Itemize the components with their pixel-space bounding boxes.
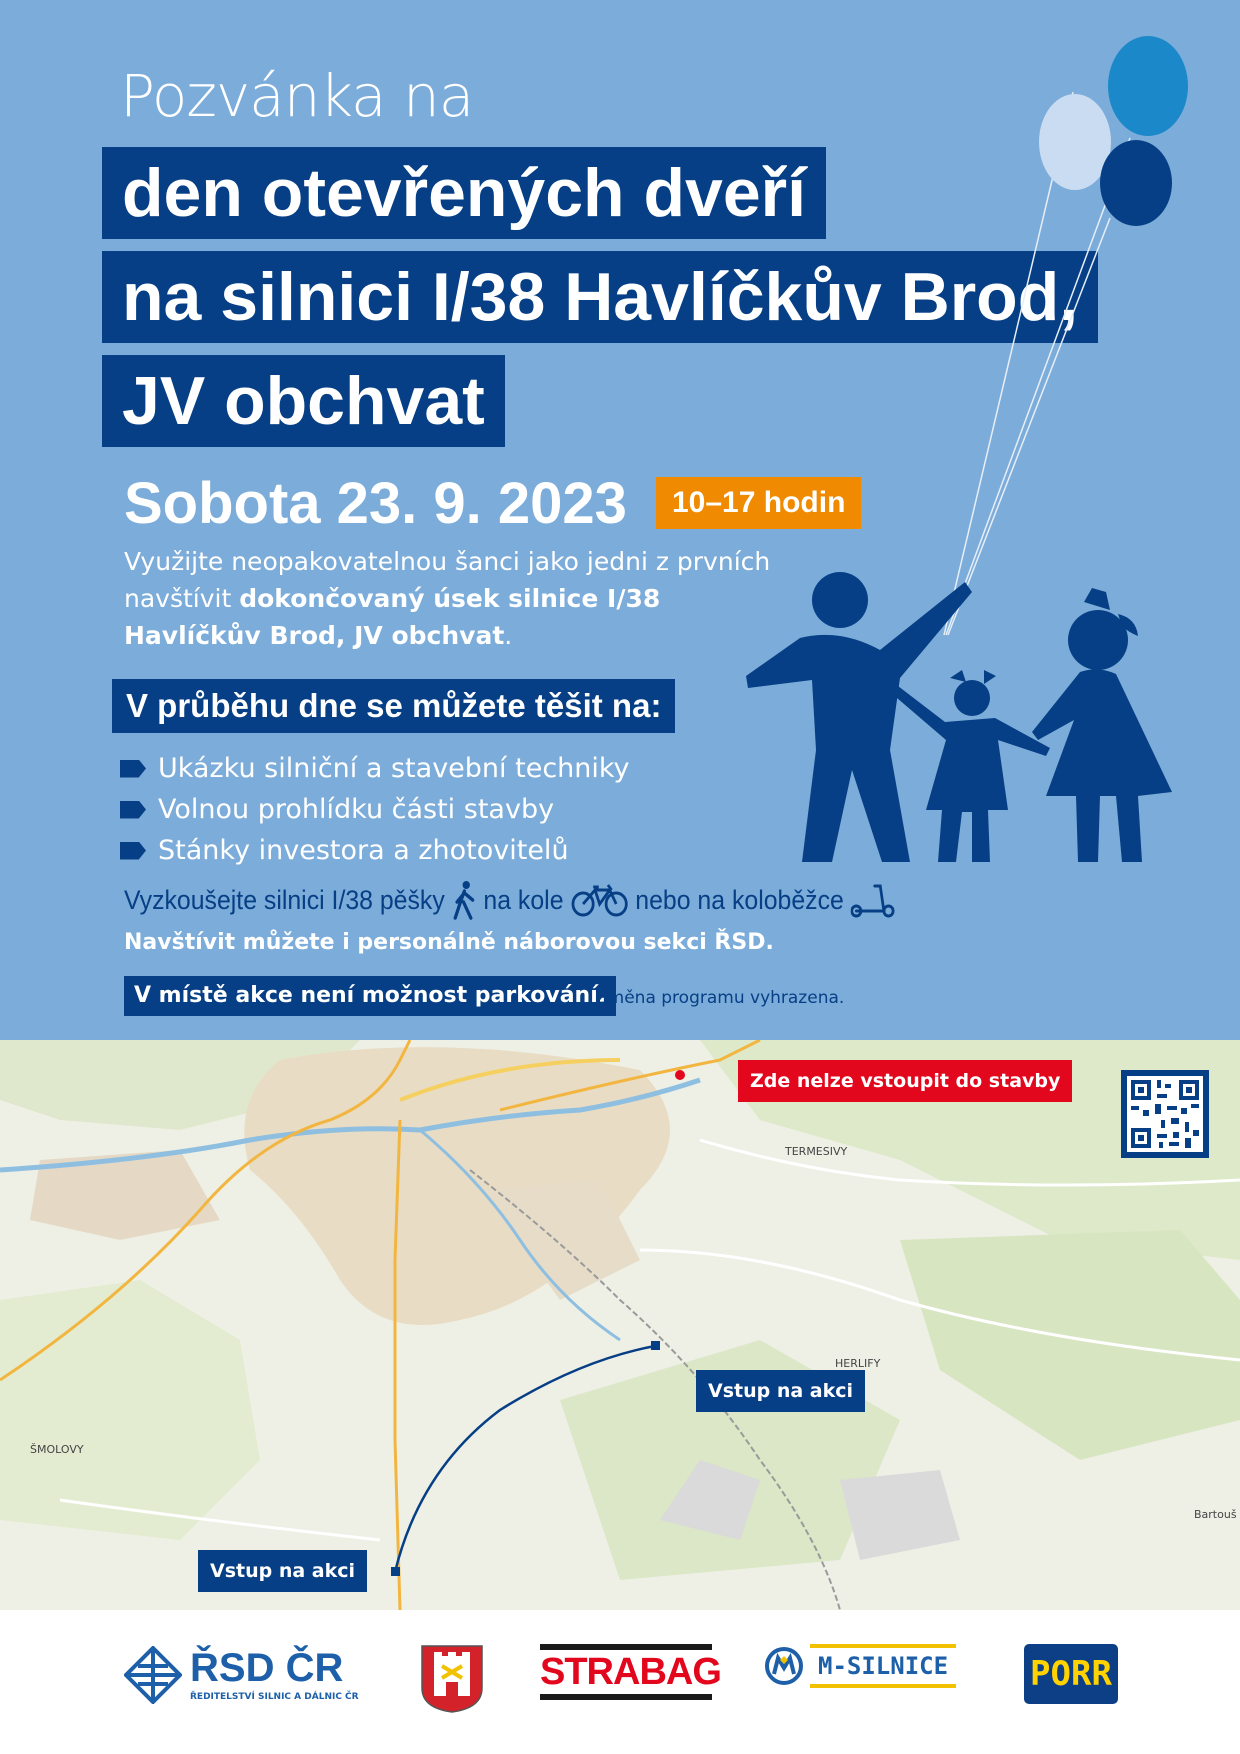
woman-body — [1032, 669, 1172, 862]
intro-text: Pozvánka na — [120, 62, 474, 130]
description-line-1: Využijte neopakovatelnou šanci jako jedni z prvních — [124, 547, 771, 576]
event-date: Sobota 23. 9. 2023 — [124, 471, 627, 536]
balloon-mid — [1108, 36, 1188, 136]
program-heading: V průběhu dne se můžete těšit na: — [112, 679, 675, 733]
description-line-2: navštívit — [124, 584, 240, 613]
arrow-bullet-icon — [120, 801, 146, 819]
program-item — [120, 830, 630, 871]
program-item-label: Volnou prohlídku části stavby — [158, 794, 555, 825]
description-line-3-bold: Havlíčkův Brod, JV obchvat — [124, 621, 505, 650]
rsd-full-name: ŘEDITELSTVÍ SILNIC A DÁLNIC ČR — [190, 1692, 359, 1702]
porr-logo — [1024, 1644, 1118, 1704]
recruitment-note: Navštívit můžete i personálně náborovou sekci ŘSD. — [124, 930, 774, 955]
msilnice-text-box — [810, 1644, 956, 1688]
family-illustration — [740, 570, 1180, 870]
title-line-3: JV obchvat — [102, 355, 505, 447]
event-hours: 10–17 hodin — [656, 477, 861, 529]
qr-code[interactable] — [1121, 1070, 1209, 1158]
msilnice-name: M-SILNICE — [818, 1652, 949, 1680]
rsd-logo — [124, 1646, 359, 1704]
no-entry-marker — [675, 1070, 685, 1080]
map-canvas — [0, 1040, 1240, 1610]
entry-marker-1 — [651, 1341, 660, 1350]
strabag-logo — [540, 1644, 721, 1700]
bicycle-icon — [571, 882, 628, 918]
rsd-text — [190, 1648, 359, 1702]
program-item-label: Stánky investora a zhotovitelů — [158, 835, 569, 866]
try-road-line — [124, 880, 903, 920]
balloons-illustration — [900, 20, 1200, 640]
program-item-label: Ukázku silniční a stavební techniky — [158, 753, 630, 784]
qr-code-icon — [1121, 1070, 1209, 1158]
child-head — [954, 680, 990, 716]
msilnice-emblem-icon — [764, 1646, 804, 1686]
parking-notice: V místě akce není možnost parkování. — [124, 976, 616, 1016]
balloon-light — [1039, 94, 1111, 190]
location-map — [0, 1040, 1240, 1610]
walking-person-icon — [452, 880, 476, 920]
rsd-name: ŘSD ČR — [190, 1646, 344, 1690]
map-place-label: TERMESIVY — [785, 1145, 848, 1158]
coat-of-arms-icon — [420, 1644, 484, 1714]
program-change-note: Změna programu vyhrazena. — [596, 988, 845, 1008]
event-description — [124, 543, 824, 654]
description-line-2-bold: dokončovaný úsek silnice I/38 — [239, 584, 661, 613]
entry-callout-2: Vstup na akci — [198, 1550, 367, 1592]
entry-callout-1: Vstup na akci — [696, 1370, 865, 1412]
msilnice-logo — [764, 1644, 956, 1688]
arrow-bullet-icon — [120, 760, 146, 778]
balloon-dark — [1100, 140, 1172, 226]
program-list — [120, 748, 630, 871]
adult-head — [812, 572, 868, 628]
program-item — [120, 789, 630, 830]
try-text-scooter: nebo na koloběžce — [635, 884, 844, 915]
partner-logos — [0, 1610, 1240, 1754]
entry-marker-2 — [391, 1567, 400, 1576]
map-place-label: Bartouš — [1194, 1508, 1237, 1521]
rsd-emblem-icon — [124, 1646, 182, 1704]
city-coat-of-arms — [420, 1644, 484, 1719]
try-text-walk: Vyzkoušejte silnici I/38 pěšky — [124, 884, 445, 915]
try-text-bike: na kole — [483, 884, 564, 915]
strabag-name: STRABAG — [540, 1651, 721, 1693]
woman-head — [1068, 610, 1128, 670]
arrow-bullet-icon — [120, 842, 146, 860]
no-entry-callout: Zde nelze vstoupit do stavby — [738, 1060, 1072, 1102]
balloon-string — [946, 138, 1130, 635]
map-place-label: HERLIFY — [835, 1357, 881, 1370]
scooter-icon — [851, 882, 895, 918]
porr-name: PORR — [1030, 1654, 1112, 1694]
map-place-label: ŠMOLOVY — [30, 1443, 84, 1456]
description-line-3-end: . — [504, 621, 513, 650]
program-item — [120, 748, 630, 789]
title-line-2: na silnici I/38 Havlíčkův Brod, — [102, 251, 1098, 343]
title-line-1: den otevřených dveří — [102, 147, 826, 239]
